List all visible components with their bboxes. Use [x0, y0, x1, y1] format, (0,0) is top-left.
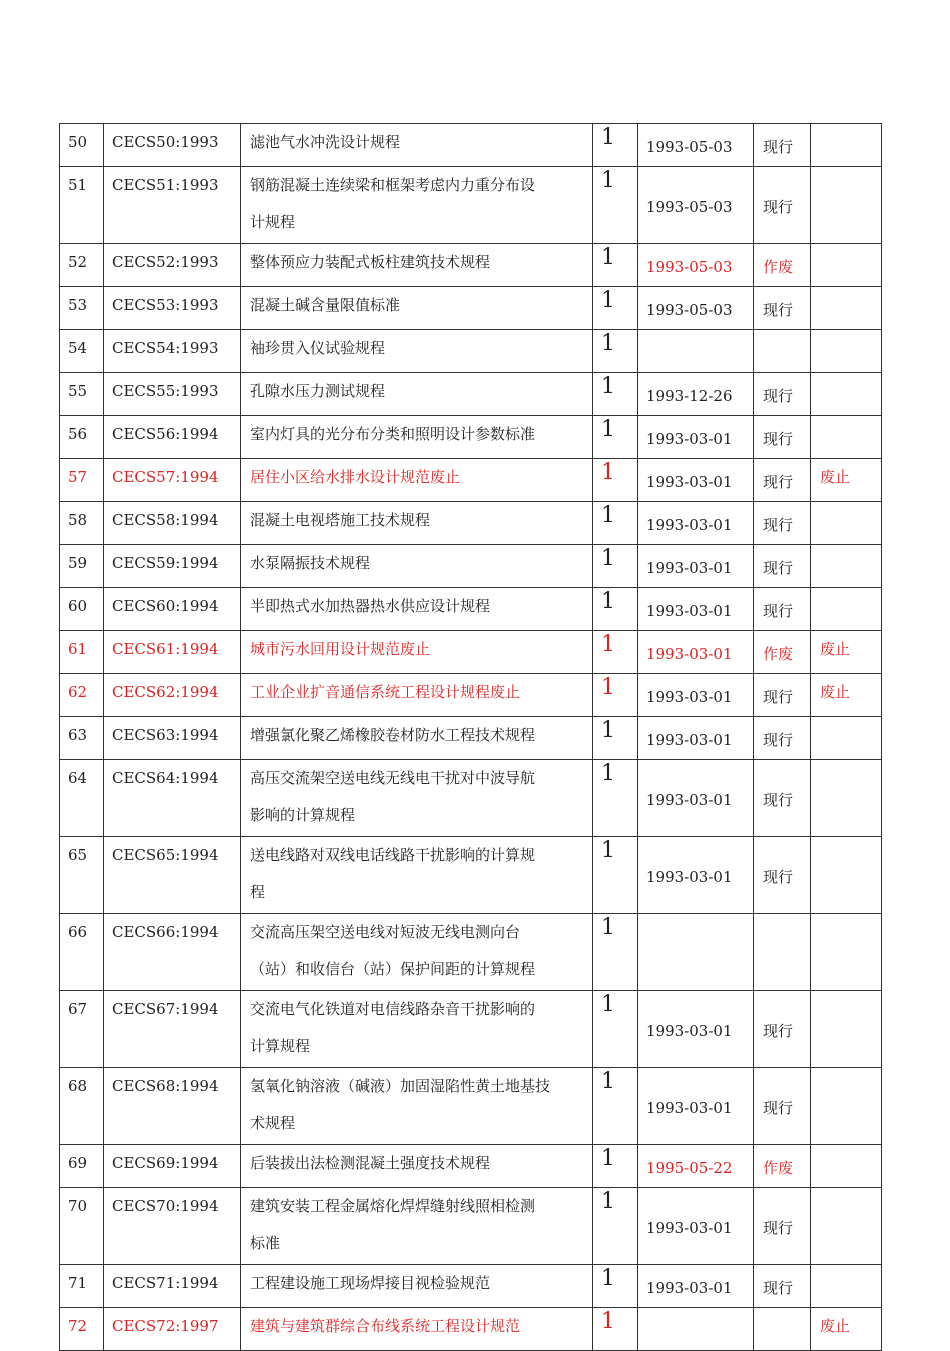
- standard-title-cell: [241, 545, 593, 588]
- version-cell: 1: [593, 416, 638, 459]
- status-cell: [754, 914, 811, 991]
- row-number-cell: 51: [60, 167, 104, 244]
- standard-title-cell: [241, 373, 593, 416]
- standard-code-cell: CECS59:1994: [104, 545, 241, 588]
- remark-cell: [811, 914, 882, 991]
- remark-cell: 废止: [811, 459, 882, 502]
- standard-title-line: 孔隙水压力测试规程: [250, 382, 386, 400]
- standard-title-cell: [241, 1308, 593, 1351]
- standard-title-cell: [241, 1265, 593, 1308]
- standard-title-line: 水泵隔振技术规程: [250, 554, 371, 572]
- standard-code-cell: CECS51:1993: [104, 167, 241, 244]
- table-row: [60, 1068, 882, 1145]
- standard-title-cell: [241, 459, 593, 502]
- row-number-cell: 71: [60, 1265, 104, 1308]
- date-cell: 1993-03-01: [638, 1265, 754, 1308]
- standard-title-line: 后装拔出法检测混凝土强度技术规程: [250, 1154, 491, 1172]
- status-cell: 现行: [754, 1068, 811, 1145]
- standard-title-line: 整体预应力装配式板柱建筑技术规程: [250, 253, 491, 271]
- status-cell: 现行: [754, 588, 811, 631]
- table-row: [60, 287, 882, 330]
- standard-code-cell: CECS62:1994: [104, 674, 241, 717]
- standard-code-cell: CECS60:1994: [104, 588, 241, 631]
- version-cell: 1: [593, 545, 638, 588]
- status-cell: 现行: [754, 991, 811, 1068]
- table-row: [60, 631, 882, 674]
- row-number-cell: 55: [60, 373, 104, 416]
- row-number-cell: 53: [60, 287, 104, 330]
- version-cell: 1: [593, 124, 638, 167]
- standard-title-cell: [241, 124, 593, 167]
- table-row: [60, 330, 882, 373]
- standard-code-cell: CECS55:1993: [104, 373, 241, 416]
- standard-title-cell: [241, 502, 593, 545]
- table-row: [60, 837, 882, 914]
- standard-title-line: 工程建设施工现场焊接目视检验规范: [250, 1274, 491, 1292]
- status-cell: 现行: [754, 416, 811, 459]
- version-cell: 1: [593, 674, 638, 717]
- remark-cell: [811, 373, 882, 416]
- row-number-cell: 66: [60, 914, 104, 991]
- standard-title-cell: [241, 1145, 593, 1188]
- standard-title-line: 半即热式水加热器热水供应设计规程: [250, 597, 491, 615]
- table-row: [60, 760, 882, 837]
- version-cell: 1: [593, 1145, 638, 1188]
- standard-title-cell: [241, 167, 593, 244]
- version-cell: 1: [593, 167, 638, 244]
- standard-title-line: 交流高压架空送电线对短波无线电测向台: [250, 923, 521, 941]
- standard-code-cell: CECS61:1994: [104, 631, 241, 674]
- table-row: [60, 244, 882, 287]
- remark-cell: [811, 1188, 882, 1265]
- date-cell: 1993-03-01: [638, 760, 754, 837]
- standard-code-cell: CECS69:1994: [104, 1145, 241, 1188]
- table-row: [60, 1308, 882, 1351]
- standard-title-line: 袖珍贯入仪试验规程: [250, 339, 386, 357]
- table-row: [60, 1145, 882, 1188]
- date-cell: 1993-03-01: [638, 1188, 754, 1265]
- standard-title-line: 混凝土电视塔施工技术规程: [250, 511, 431, 529]
- version-cell: 1: [593, 244, 638, 287]
- status-cell: 现行: [754, 674, 811, 717]
- row-number-cell: 62: [60, 674, 104, 717]
- remark-cell: [811, 837, 882, 914]
- row-number-cell: 52: [60, 244, 104, 287]
- remark-cell: [811, 1265, 882, 1308]
- row-number-cell: 72: [60, 1308, 104, 1351]
- date-cell: 1993-03-01: [638, 502, 754, 545]
- remark-cell: [811, 124, 882, 167]
- table-body: [60, 124, 882, 1351]
- remark-cell: [811, 416, 882, 459]
- date-cell: 1993-03-01: [638, 717, 754, 760]
- standard-title-cell: [241, 244, 593, 287]
- date-cell: 1993-03-01: [638, 631, 754, 674]
- standard-code-cell: CECS68:1994: [104, 1068, 241, 1145]
- version-cell: 1: [593, 631, 638, 674]
- remark-cell: [811, 167, 882, 244]
- date-cell: [638, 1308, 754, 1351]
- standard-title-line: 计算规程: [250, 1037, 311, 1055]
- date-cell: 1993-05-03: [638, 287, 754, 330]
- standard-code-cell: CECS70:1994: [104, 1188, 241, 1265]
- version-cell: 1: [593, 330, 638, 373]
- standard-code-cell: CECS53:1993: [104, 287, 241, 330]
- version-cell: 1: [593, 1308, 638, 1351]
- standard-title-cell: [241, 416, 593, 459]
- date-cell: 1993-03-01: [638, 991, 754, 1068]
- standard-code-cell: CECS54:1993: [104, 330, 241, 373]
- status-cell: 现行: [754, 760, 811, 837]
- table-row: [60, 674, 882, 717]
- standard-title-line: 混凝土碱含量限值标准: [250, 296, 401, 314]
- table-row: [60, 1265, 882, 1308]
- standard-title-cell: [241, 631, 593, 674]
- version-cell: 1: [593, 1068, 638, 1145]
- remark-cell: 废止: [811, 631, 882, 674]
- version-cell: 1: [593, 1265, 638, 1308]
- date-cell: 1993-03-01: [638, 674, 754, 717]
- row-number-cell: 69: [60, 1145, 104, 1188]
- standards-table: [59, 123, 882, 1351]
- standard-title-cell: [241, 837, 593, 914]
- status-cell: 现行: [754, 1265, 811, 1308]
- remark-cell: [811, 244, 882, 287]
- status-cell: 作废: [754, 631, 811, 674]
- row-number-cell: 67: [60, 991, 104, 1068]
- standard-title-cell: [241, 1188, 593, 1265]
- version-cell: 1: [593, 588, 638, 631]
- date-cell: 1993-03-01: [638, 837, 754, 914]
- remark-cell: [811, 588, 882, 631]
- row-number-cell: 61: [60, 631, 104, 674]
- date-cell: 1993-05-03: [638, 124, 754, 167]
- standard-title-cell: [241, 330, 593, 373]
- row-number-cell: 65: [60, 837, 104, 914]
- status-cell: 现行: [754, 459, 811, 502]
- date-cell: 1993-03-01: [638, 1068, 754, 1145]
- standard-code-cell: CECS52:1993: [104, 244, 241, 287]
- standard-title-cell: [241, 914, 593, 991]
- standard-title-line: 送电线路对双线电话线路干扰影响的计算规: [250, 846, 536, 864]
- table-row: [60, 717, 882, 760]
- status-cell: 作废: [754, 244, 811, 287]
- row-number-cell: 54: [60, 330, 104, 373]
- remark-cell: [811, 502, 882, 545]
- standard-code-cell: CECS72:1997: [104, 1308, 241, 1351]
- row-number-cell: 60: [60, 588, 104, 631]
- standard-title-line: （站）和收信台（站）保护间距的计算规程: [250, 960, 536, 978]
- standard-code-cell: CECS57:1994: [104, 459, 241, 502]
- remark-cell: [811, 717, 882, 760]
- date-cell: 1993-03-01: [638, 459, 754, 502]
- status-cell: 作废: [754, 1145, 811, 1188]
- table-row: [60, 416, 882, 459]
- standard-title-cell: [241, 760, 593, 837]
- remark-cell: 废止: [811, 1308, 882, 1351]
- status-cell: 现行: [754, 502, 811, 545]
- standard-title-line: 交流电气化铁道对电信线路杂音干扰影响的: [250, 1000, 536, 1018]
- version-cell: 1: [593, 459, 638, 502]
- version-cell: 1: [593, 717, 638, 760]
- standard-title-cell: [241, 287, 593, 330]
- standard-title-cell: [241, 674, 593, 717]
- status-cell: 现行: [754, 167, 811, 244]
- remark-cell: [811, 991, 882, 1068]
- standard-title-line: 标准: [250, 1234, 281, 1252]
- date-cell: 1993-05-03: [638, 167, 754, 244]
- standard-title-line: 钢筋混凝土连续梁和框架考虑内力重分布设: [250, 176, 536, 194]
- remark-cell: [811, 1068, 882, 1145]
- date-cell: 1993-05-03: [638, 244, 754, 287]
- remark-cell: [811, 760, 882, 837]
- standard-title-cell: [241, 717, 593, 760]
- standard-title-line: 计规程: [250, 213, 296, 231]
- standard-code-cell: CECS66:1994: [104, 914, 241, 991]
- date-cell: 1993-12-26: [638, 373, 754, 416]
- standard-code-cell: CECS67:1994: [104, 991, 241, 1068]
- version-cell: 1: [593, 1188, 638, 1265]
- standard-code-cell: CECS65:1994: [104, 837, 241, 914]
- standard-title-line: 影响的计算规程: [250, 806, 356, 824]
- row-number-cell: 58: [60, 502, 104, 545]
- date-cell: 1993-03-01: [638, 545, 754, 588]
- table-row: [60, 459, 882, 502]
- table-row: [60, 502, 882, 545]
- status-cell: 现行: [754, 1188, 811, 1265]
- version-cell: 1: [593, 760, 638, 837]
- version-cell: 1: [593, 914, 638, 991]
- standard-title-cell: [241, 1068, 593, 1145]
- version-cell: 1: [593, 287, 638, 330]
- version-cell: 1: [593, 837, 638, 914]
- standard-code-cell: CECS50:1993: [104, 124, 241, 167]
- standard-title-line: 建筑与建筑群综合布线系统工程设计规范: [250, 1317, 521, 1335]
- status-cell: 现行: [754, 545, 811, 588]
- table-row: [60, 588, 882, 631]
- date-cell: 1993-03-01: [638, 416, 754, 459]
- table-row: [60, 991, 882, 1068]
- standard-title-line: 氢氧化钠溶液（碱液）加固湿陷性黄土地基技: [250, 1077, 551, 1095]
- standard-title-line: 居住小区给水排水设计规范废止: [250, 468, 461, 486]
- remark-cell: [811, 545, 882, 588]
- status-cell: 现行: [754, 287, 811, 330]
- date-cell: [638, 330, 754, 373]
- standard-code-cell: CECS63:1994: [104, 717, 241, 760]
- remark-cell: [811, 1145, 882, 1188]
- standard-title-line: 程: [250, 883, 266, 901]
- status-cell: 现行: [754, 124, 811, 167]
- standard-title-line: 增强氯化聚乙烯橡胶卷材防水工程技术规程: [250, 726, 536, 744]
- row-number-cell: 63: [60, 717, 104, 760]
- version-cell: 1: [593, 373, 638, 416]
- remark-cell: [811, 330, 882, 373]
- table-row: [60, 545, 882, 588]
- remark-cell: [811, 287, 882, 330]
- row-number-cell: 59: [60, 545, 104, 588]
- standard-title-line: 建筑安装工程金属熔化焊焊缝射线照相检测: [250, 1197, 536, 1215]
- standard-title-line: 高压交流架空送电线无线电干扰对中波导航: [250, 769, 536, 787]
- row-number-cell: 57: [60, 459, 104, 502]
- row-number-cell: 68: [60, 1068, 104, 1145]
- standard-code-cell: CECS71:1994: [104, 1265, 241, 1308]
- status-cell: [754, 330, 811, 373]
- table-row: [60, 914, 882, 991]
- standard-title-cell: [241, 991, 593, 1068]
- row-number-cell: 64: [60, 760, 104, 837]
- standard-title-line: 工业企业扩音通信系统工程设计规程废止: [250, 683, 521, 701]
- standard-title-line: 城市污水回用设计规范废止: [250, 640, 431, 658]
- standard-title-line: 滤池气水冲洗设计规程: [250, 133, 401, 151]
- standard-title-line: 术规程: [250, 1114, 296, 1132]
- row-number-cell: 70: [60, 1188, 104, 1265]
- version-cell: 1: [593, 991, 638, 1068]
- date-cell: [638, 914, 754, 991]
- table-row: [60, 1188, 882, 1265]
- status-cell: 现行: [754, 837, 811, 914]
- standard-code-cell: CECS58:1994: [104, 502, 241, 545]
- row-number-cell: 56: [60, 416, 104, 459]
- status-cell: 现行: [754, 373, 811, 416]
- standard-code-cell: CECS56:1994: [104, 416, 241, 459]
- table-row: [60, 373, 882, 416]
- version-cell: 1: [593, 502, 638, 545]
- date-cell: 1993-03-01: [638, 588, 754, 631]
- standard-title-cell: [241, 588, 593, 631]
- date-cell: 1995-05-22: [638, 1145, 754, 1188]
- standard-code-cell: CECS64:1994: [104, 760, 241, 837]
- row-number-cell: 50: [60, 124, 104, 167]
- status-cell: [754, 1308, 811, 1351]
- standard-title-line: 室内灯具的光分布分类和照明设计参数标准: [250, 425, 536, 443]
- remark-cell: 废止: [811, 674, 882, 717]
- status-cell: 现行: [754, 717, 811, 760]
- table-row: [60, 167, 882, 244]
- table-row: [60, 124, 882, 167]
